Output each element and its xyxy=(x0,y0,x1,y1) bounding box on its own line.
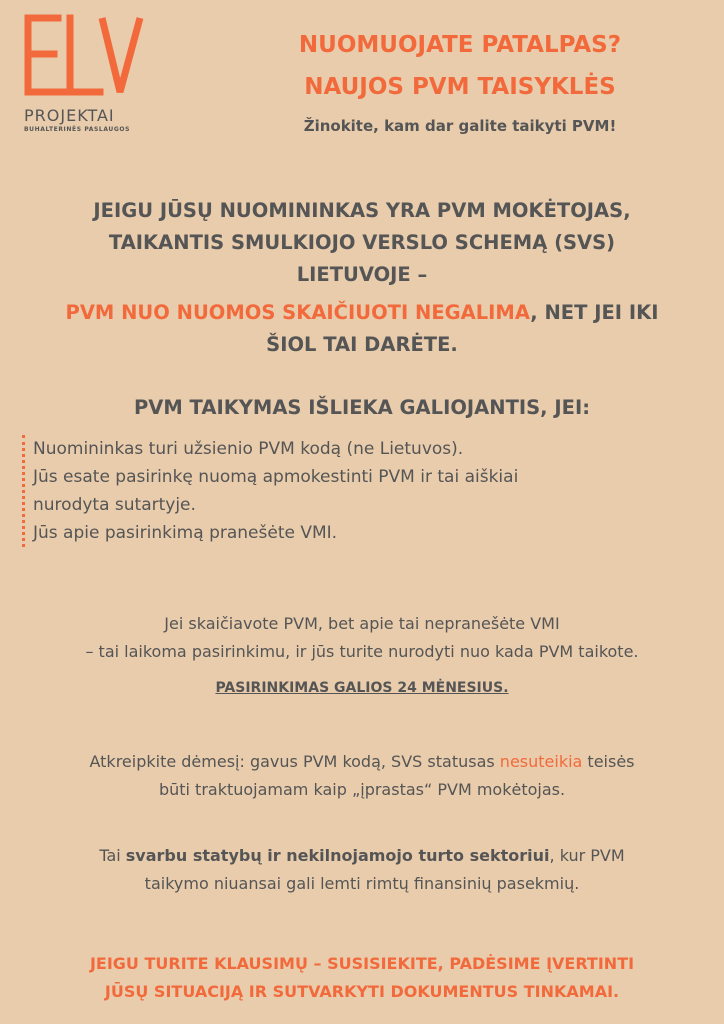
sector-bold: svarbu statybų ir nekilnojamojo turto sektoriui xyxy=(125,846,550,865)
paragraph-vmi-line-2: – tai laikoma pasirinkimu, ir jūs turite nurodyti nuo kada PVM taikote. xyxy=(85,642,639,661)
tagline: Žinokite, kam dar galite taikyti PVM! xyxy=(303,117,617,135)
list-item: Jūs esate pasirinkę nuomą apmokestinti PVM ir tai aiškiai xyxy=(33,467,519,487)
validity-note: PASIRINKIMAS GALIOS 24 MĖNESIUS. xyxy=(215,680,509,696)
main-statement xyxy=(0,195,724,361)
attention-before: Atkreipkite dėmesį: gavus PVM kodą, SVS statusas xyxy=(89,752,500,771)
attention-after: teisės xyxy=(582,752,635,771)
paragraph-attention-line-1 xyxy=(0,748,724,776)
paragraph-attention xyxy=(0,748,724,804)
logo-subtitle: BUHALTERINĖS PASLAUGOS xyxy=(24,126,131,133)
list-item: nurodyta sutartyje. xyxy=(33,495,196,515)
statement-line-3: LIETUVOJE – xyxy=(296,263,428,286)
section-heading: PVM TAIKYMAS IŠLIEKA GALIOJANTIS, JEI: xyxy=(133,396,590,419)
headline-line-1: NUOMUOJATE PATALPAS? xyxy=(298,32,622,58)
attention-highlight: nesuteikia xyxy=(499,752,583,771)
paragraph-vmi xyxy=(0,610,724,666)
paragraph-vmi-line-1: Jei skaičiavote PVM, bet apie tai nepranešėte VMI xyxy=(164,614,560,633)
call-to-action xyxy=(0,950,724,1006)
elv-logo-mark xyxy=(24,14,144,104)
paragraph-sector xyxy=(0,842,724,898)
statement-highlight: PVM NUO NUOMOS SKAIČIUOTI NEGALIMA xyxy=(65,301,531,324)
paragraph-attention-line-2: būti traktuojamam kaip „įprastas“ PVM mokėtojas. xyxy=(158,780,566,799)
statement-line-4-rest: , NET JEI IKI xyxy=(530,301,659,324)
statement-line-5: ŠIOL TAI DARĖTE. xyxy=(266,333,458,356)
logo-name: PROJEKTAI xyxy=(24,106,115,125)
sector-before: Tai xyxy=(99,846,126,865)
headline-line-2: NAUJOS PVM TAISYKLĖS xyxy=(304,74,616,100)
statement-line-4 xyxy=(0,297,724,329)
cta-line-1: JEIGU TURITE KLAUSIMŲ – SUSISIEKITE, PADĖSIME ĮVERTINTI xyxy=(89,954,635,973)
list-item: Jūs apie pasirinkimą pranešėte VMI. xyxy=(33,523,338,543)
statement-line-2: TAIKANTIS SMULKIOJO VERSLO SCHEMĄ (SVS) xyxy=(108,231,616,254)
cta-line-2: JŪSŲ SITUACIJĄ IR SUTVARKYTI DOKUMENTUS TINKAMAI. xyxy=(104,982,620,1001)
paragraph-sector-line-1 xyxy=(0,842,724,870)
sector-after: , kur PVM xyxy=(549,846,625,865)
paragraph-sector-line-2: taikymo niuansai gali lemti rimtų finansinių pasekmių. xyxy=(144,874,580,893)
statement-line-1: JEIGU JŪSŲ NUOMININKAS YRA PVM MOKĖTOJAS, xyxy=(93,199,631,222)
conditions-list xyxy=(22,435,713,547)
list-item: Nuomininkas turi užsienio PVM kodą (ne Lietuvos). xyxy=(33,439,464,459)
logo xyxy=(24,14,144,132)
